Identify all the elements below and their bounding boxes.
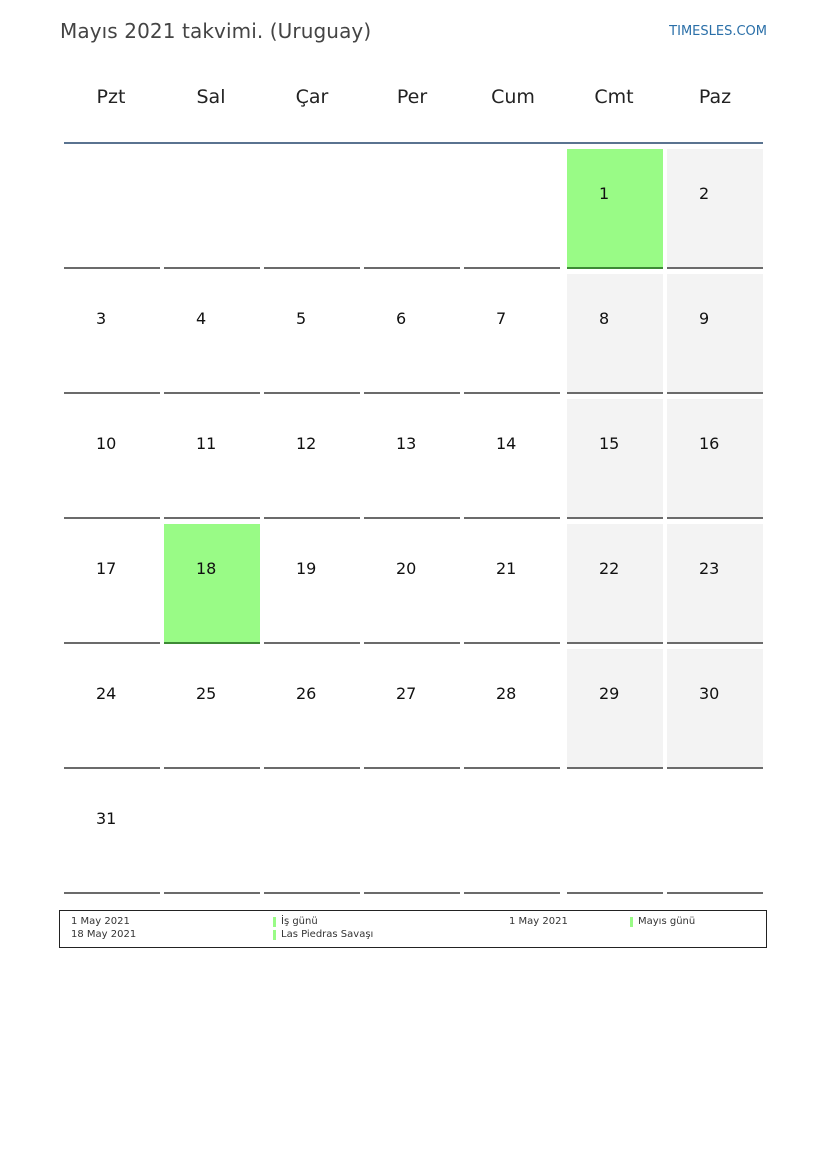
day-number: 9 <box>699 309 710 328</box>
cell-divider <box>667 517 763 519</box>
day-cell <box>164 649 260 769</box>
cell-divider <box>264 267 360 269</box>
cell-divider <box>164 517 260 519</box>
holiday-color-swatch <box>273 930 276 940</box>
day-cell <box>264 524 360 644</box>
cell-divider <box>264 517 360 519</box>
brand-link[interactable]: TIMESLES.COM <box>669 24 767 39</box>
cell-divider <box>567 892 663 894</box>
cell-divider <box>364 517 460 519</box>
empty-cell <box>164 774 260 894</box>
legend-date: 18 May 2021 <box>71 929 137 940</box>
day-number: 18 <box>196 559 217 578</box>
day-number: 2 <box>699 184 710 203</box>
day-number: 5 <box>296 309 307 328</box>
day-number: 16 <box>699 434 720 453</box>
cell-divider <box>264 767 360 769</box>
cell-divider <box>164 767 260 769</box>
cell-divider <box>264 392 360 394</box>
day-number: 4 <box>196 309 207 328</box>
legend-date: 1 May 2021 <box>71 916 130 927</box>
empty-cell <box>64 149 160 269</box>
day-cell <box>464 524 560 644</box>
day-cell <box>364 649 460 769</box>
cell-divider <box>64 392 160 394</box>
day-number: 12 <box>296 434 317 453</box>
cell-divider <box>164 892 260 894</box>
legend-date: 1 May 2021 <box>509 916 568 927</box>
day-number: 10 <box>96 434 117 453</box>
day-number: 19 <box>296 559 317 578</box>
day-number: 24 <box>96 684 117 703</box>
day-number: 29 <box>599 684 620 703</box>
day-cell <box>667 149 763 269</box>
weekday-sun: Paz <box>698 86 732 108</box>
cell-divider <box>464 892 560 894</box>
cell-divider <box>264 642 360 644</box>
cell-divider <box>64 517 160 519</box>
day-cell <box>264 649 360 769</box>
weekday-wed: Çar <box>295 86 329 108</box>
cell-divider <box>364 642 460 644</box>
cell-divider <box>64 642 160 644</box>
day-number: 25 <box>196 684 217 703</box>
day-number: 11 <box>196 434 217 453</box>
day-cell <box>464 399 560 519</box>
day-number: 3 <box>96 309 107 328</box>
cell-divider <box>667 392 763 394</box>
cell-divider <box>567 517 663 519</box>
cell-divider <box>64 267 160 269</box>
legend-holiday-name: Mayıs günü <box>638 916 696 927</box>
day-cell <box>364 399 460 519</box>
cell-divider <box>64 892 160 894</box>
cell-divider <box>567 392 663 394</box>
legend-holiday-name: İş günü <box>281 916 318 927</box>
cell-divider <box>264 892 360 894</box>
day-cell <box>64 649 160 769</box>
weekday-tue: Sal <box>196 86 226 108</box>
page-title: Mayıs 2021 takvimi. (Uruguay) <box>60 19 372 43</box>
day-cell <box>264 274 360 394</box>
cell-divider <box>464 392 560 394</box>
weekday-fri: Cum <box>491 86 535 108</box>
cell-divider <box>364 267 460 269</box>
empty-cell <box>264 149 360 269</box>
day-cell <box>464 649 560 769</box>
day-cell <box>364 274 460 394</box>
day-cell <box>364 524 460 644</box>
day-cell <box>164 524 260 644</box>
day-number: 7 <box>496 309 507 328</box>
cell-divider <box>464 642 560 644</box>
cell-divider <box>567 767 663 769</box>
cell-divider <box>667 267 763 269</box>
day-cell <box>164 274 260 394</box>
day-cell <box>567 274 663 394</box>
cell-divider <box>364 767 460 769</box>
day-cell <box>464 274 560 394</box>
day-number: 6 <box>396 309 407 328</box>
cell-divider <box>64 767 160 769</box>
day-number: 28 <box>496 684 517 703</box>
cell-divider <box>464 767 560 769</box>
day-cell <box>567 649 663 769</box>
empty-cell <box>464 149 560 269</box>
day-number: 23 <box>699 559 720 578</box>
day-number: 22 <box>599 559 620 578</box>
empty-cell <box>364 774 460 894</box>
day-number: 15 <box>599 434 620 453</box>
day-number: 1 <box>599 184 610 203</box>
day-cell <box>667 649 763 769</box>
cell-divider <box>164 392 260 394</box>
day-number: 30 <box>699 684 720 703</box>
day-number: 8 <box>599 309 610 328</box>
day-cell <box>567 524 663 644</box>
header-divider <box>64 142 763 144</box>
day-cell <box>567 149 663 269</box>
day-number: 21 <box>496 559 517 578</box>
day-number: 26 <box>296 684 317 703</box>
day-cell <box>667 274 763 394</box>
day-number: 31 <box>96 809 117 828</box>
day-cell <box>64 274 160 394</box>
cell-divider <box>164 642 260 644</box>
legend-holiday-name: Las Piedras Savaşı <box>281 929 374 940</box>
day-cell <box>667 399 763 519</box>
day-number: 17 <box>96 559 117 578</box>
empty-cell <box>567 774 663 894</box>
cell-divider <box>364 392 460 394</box>
cell-divider <box>464 517 560 519</box>
day-number: 20 <box>396 559 417 578</box>
cell-divider <box>164 267 260 269</box>
day-cell <box>264 399 360 519</box>
cell-divider <box>364 892 460 894</box>
empty-cell <box>464 774 560 894</box>
day-cell <box>567 399 663 519</box>
cell-divider <box>667 642 763 644</box>
day-cell <box>164 399 260 519</box>
holiday-color-swatch <box>630 917 633 927</box>
day-number: 14 <box>496 434 517 453</box>
cell-divider <box>667 767 763 769</box>
weekday-mon: Pzt <box>96 86 126 108</box>
cell-divider <box>567 642 663 644</box>
day-cell <box>64 774 160 894</box>
weekday-sat: Cmt <box>594 86 634 108</box>
cell-divider <box>567 267 663 269</box>
day-cell <box>64 399 160 519</box>
empty-cell <box>164 149 260 269</box>
day-cell <box>667 524 763 644</box>
empty-cell <box>264 774 360 894</box>
holiday-color-swatch <box>273 917 276 927</box>
empty-cell <box>364 149 460 269</box>
weekday-header <box>63 86 764 122</box>
weekday-thu: Per <box>396 86 428 108</box>
holiday-legend <box>59 910 767 948</box>
empty-cell <box>667 774 763 894</box>
day-number: 27 <box>396 684 417 703</box>
day-number: 13 <box>396 434 417 453</box>
day-cell <box>64 524 160 644</box>
cell-divider <box>464 267 560 269</box>
cell-divider <box>667 892 763 894</box>
